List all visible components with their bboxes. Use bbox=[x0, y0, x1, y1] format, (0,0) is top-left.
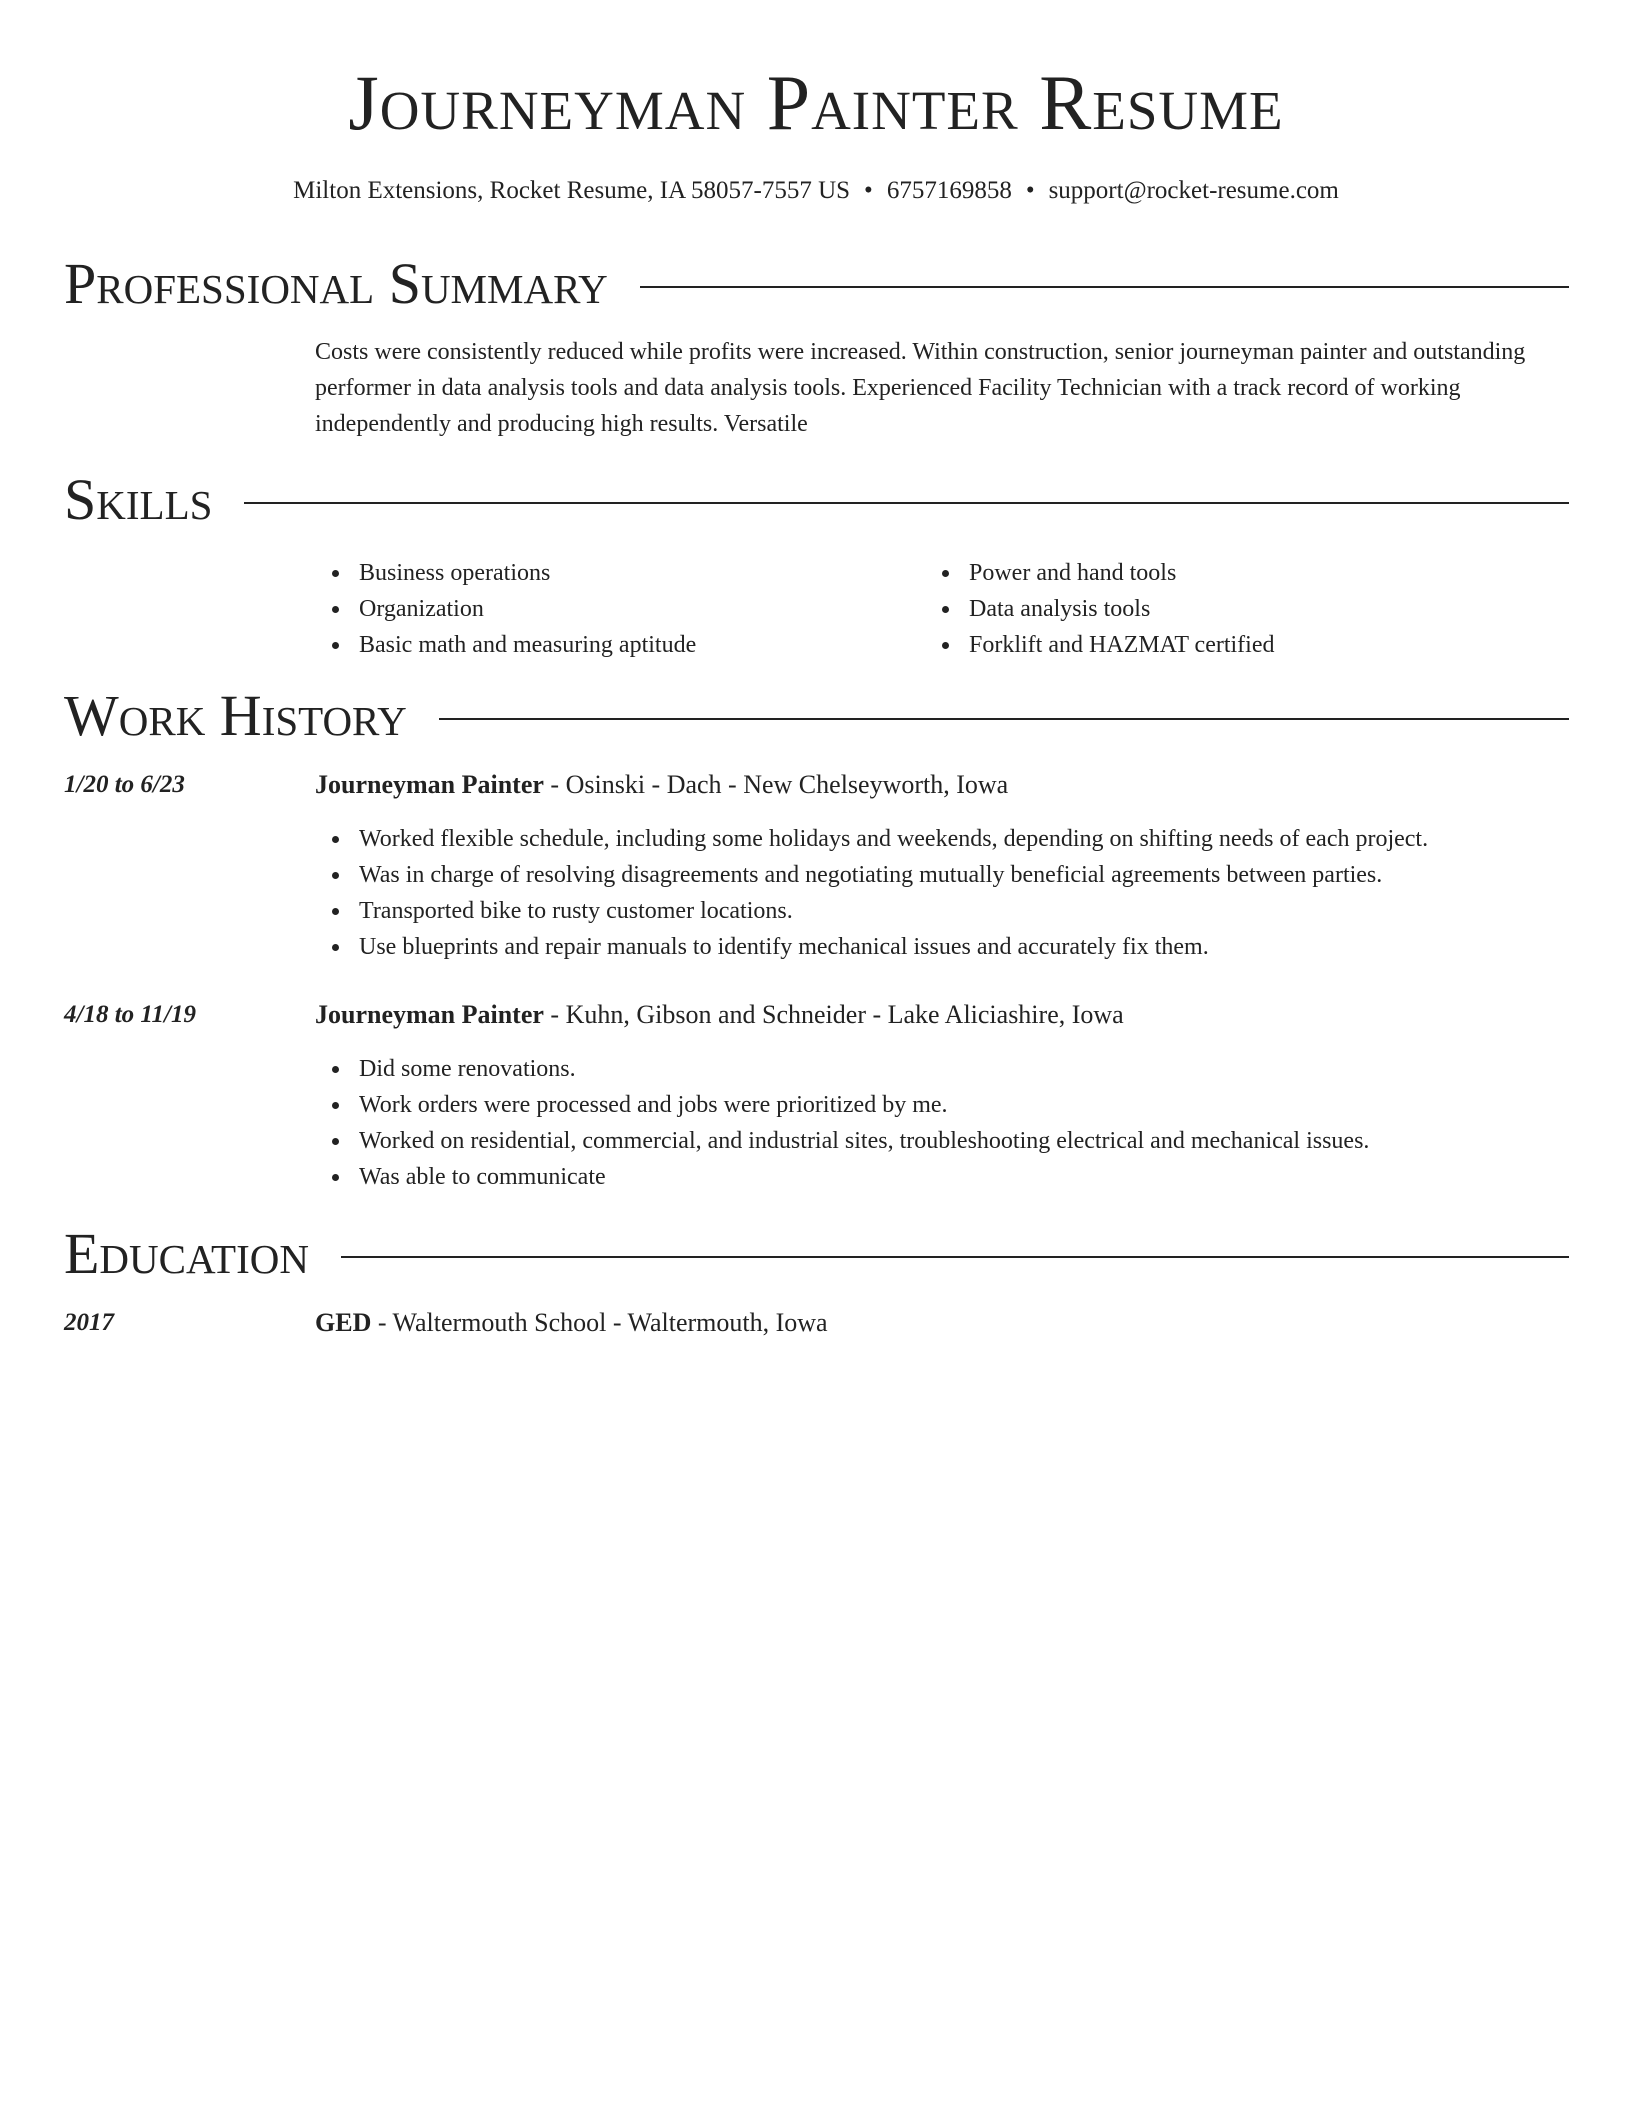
work-section-header bbox=[64, 681, 1569, 751]
skills-heading: Skills bbox=[64, 467, 213, 532]
duties-list bbox=[315, 1051, 1570, 1195]
summary-section-header bbox=[64, 249, 1569, 319]
duties-list bbox=[315, 821, 1570, 965]
skills-section-header bbox=[64, 465, 1569, 535]
job-duties bbox=[315, 821, 1570, 965]
job-title: Journeyman Painter bbox=[315, 770, 544, 799]
section-divider bbox=[640, 286, 1569, 288]
education-heading: Education bbox=[64, 1221, 309, 1286]
skill-item: Data analysis tools bbox=[969, 591, 1525, 627]
skills-column-left bbox=[315, 555, 915, 663]
contact-line bbox=[0, 174, 1632, 208]
skill-item: Organization bbox=[359, 591, 915, 627]
education-degree: GED bbox=[315, 1308, 372, 1337]
contact-separator: • bbox=[864, 177, 873, 204]
skills-column-right bbox=[925, 555, 1525, 663]
duty-item: Worked flexible schedule, including some holidays and weekends, depending on shifting needs of each project. bbox=[359, 821, 1570, 857]
education-entry bbox=[315, 1305, 828, 1341]
duty-item: Was able to communicate bbox=[359, 1159, 1570, 1195]
work-heading: Work History bbox=[64, 683, 407, 748]
contact-phone: 6757169858 bbox=[886, 177, 1012, 204]
resume-title: Journeyman Painter Resume bbox=[348, 59, 1284, 146]
summary-text: Costs were consistently reduced while profits were increased. Within construction, senior journeyman painter and outstanding performer in data analysis tools and data analysis tools. Experienced Facility Technician with a track record of working independently and producing high results. Versatile bbox=[315, 339, 1526, 437]
education-year: 2017 bbox=[64, 1309, 114, 1336]
job-heading bbox=[315, 767, 1008, 803]
summary-heading: Professional Summary bbox=[64, 251, 608, 316]
contact-address: Milton Extensions, Rocket Resume, IA 58057-7557 US bbox=[293, 177, 851, 204]
skills-list bbox=[315, 555, 915, 663]
skill-item: Business operations bbox=[359, 555, 915, 591]
duty-item: Worked on residential, commercial, and industrial sites, troubleshooting electrical and mechanical issues. bbox=[359, 1123, 1570, 1159]
duty-item: Transported bike to rusty customer locations. bbox=[359, 893, 1570, 929]
education-section-header bbox=[64, 1219, 1569, 1289]
contact-separator: • bbox=[1025, 177, 1035, 204]
job-dates: 4/18 to 11/19 bbox=[64, 1001, 196, 1028]
education-school-location: - Waltermouth School - Waltermouth, Iowa bbox=[371, 1308, 828, 1337]
job-duties bbox=[315, 1051, 1570, 1195]
duty-item: Work orders were processed and jobs were prioritized by me. bbox=[359, 1087, 1570, 1123]
job-heading bbox=[315, 997, 1124, 1033]
job-employer-location: - Osinski - Dach - New Chelseyworth, Iowa bbox=[543, 770, 1009, 799]
contact-email: support@rocket-resume.com bbox=[1048, 177, 1339, 204]
section-divider bbox=[341, 1256, 1569, 1258]
duty-item: Use blueprints and repair manuals to identify mechanical issues and accurately fix them. bbox=[359, 929, 1570, 965]
section-divider bbox=[244, 502, 1569, 504]
duty-item: Did some renovations. bbox=[359, 1051, 1570, 1087]
job-employer-location: - Kuhn, Gibson and Schneider - Lake Aliciashire, Iowa bbox=[543, 1000, 1124, 1029]
section-divider bbox=[439, 718, 1569, 720]
skill-item: Forklift and HAZMAT certified bbox=[969, 627, 1525, 663]
duty-item: Was in charge of resolving disagreements and negotiating mutually beneficial agreements between parties. bbox=[359, 857, 1570, 893]
skill-item: Power and hand tools bbox=[969, 555, 1525, 591]
skills-list bbox=[925, 555, 1525, 663]
job-title: Journeyman Painter bbox=[315, 1000, 544, 1029]
job-dates: 1/20 to 6/23 bbox=[64, 771, 185, 798]
skill-item: Basic math and measuring aptitude bbox=[359, 627, 915, 663]
